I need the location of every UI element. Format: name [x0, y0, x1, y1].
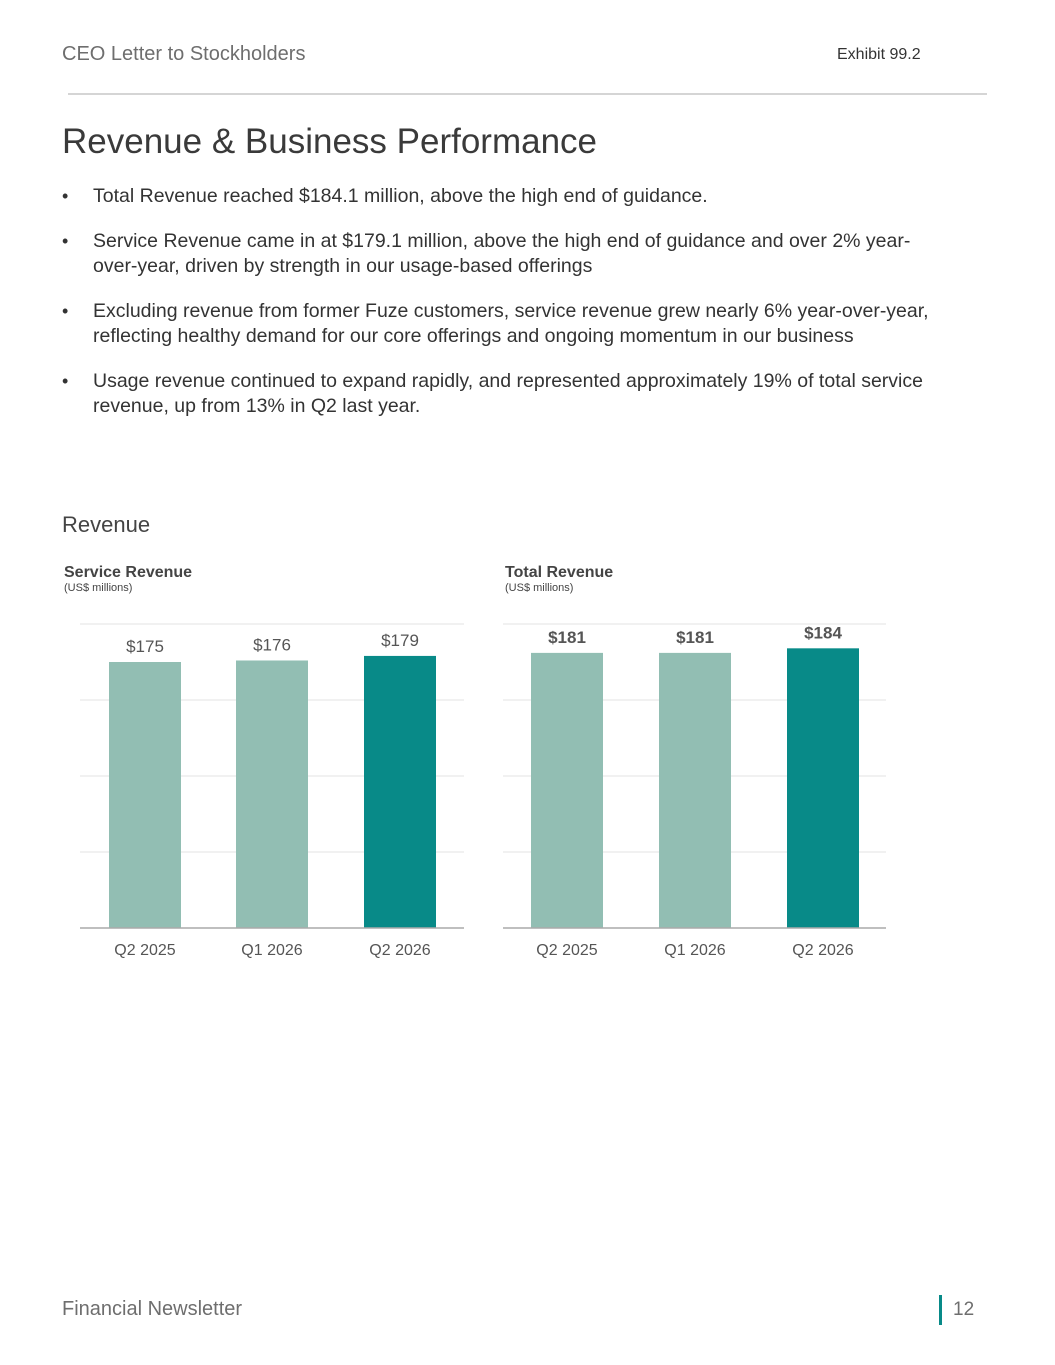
- x-tick-label: Q2 2026: [792, 942, 854, 959]
- x-tick-label: Q2 2025: [114, 942, 176, 959]
- chart-subtitle: (US$ millions): [64, 582, 133, 594]
- chart-title: Service Revenue: [64, 564, 193, 581]
- bullet-item: • Excluding revenue from former Fuze customers, service revenue grew nearly 6% year-over-year, reflecting healthy demand for our core offerings and ongoing momentum in our business: [62, 299, 942, 349]
- bar: [531, 653, 603, 928]
- data-label: $175: [126, 637, 164, 656]
- footer-title: Financial Newsletter: [62, 1298, 243, 1320]
- bar: [109, 662, 181, 928]
- bar: [364, 656, 436, 928]
- data-label: $184: [804, 623, 842, 643]
- page-title: Revenue & Business Performance: [62, 122, 597, 161]
- header-divider: [68, 93, 987, 95]
- data-label: $179: [381, 630, 419, 650]
- page-number: 12: [953, 1299, 975, 1320]
- x-tick-label: Q1 2026: [664, 942, 726, 959]
- bullet-list: [62, 184, 942, 439]
- footer-accent-bar: [939, 1295, 942, 1325]
- chart-subtitle: (US$ millions): [505, 582, 574, 594]
- bar: [787, 648, 859, 928]
- bullet-item: • Usage revenue continued to expand rapidly, and represented approximately 19% of total service revenue, up from 13% in Q2 last year.: [62, 369, 942, 419]
- bullet-item: • Service Revenue came in at $179.1 million, above the high end of guidance and over 2% year-over-year, driven by strength in our usage-based offerings: [62, 229, 942, 279]
- chart-canvas: [62, 562, 482, 972]
- service-revenue-chart: [62, 562, 482, 972]
- x-tick-label: Q2 2025: [536, 942, 598, 959]
- bar: [659, 653, 731, 928]
- header-title: CEO Letter to Stockholders: [62, 43, 306, 65]
- data-label: $181: [676, 627, 714, 647]
- x-tick-label: Q2 2026: [369, 942, 431, 959]
- data-label: $181: [548, 627, 586, 647]
- total-revenue-chart: [503, 562, 923, 972]
- bullet-item: • Total Revenue reached $184.1 million, above the high end of guidance.: [62, 184, 942, 209]
- bar: [236, 660, 308, 928]
- exhibit-label: Exhibit 99.2: [837, 46, 921, 63]
- x-tick-label: Q1 2026: [241, 942, 303, 959]
- data-label: $176: [253, 635, 291, 655]
- chart-title: Total Revenue: [505, 564, 614, 581]
- section-title: Revenue: [62, 512, 151, 537]
- chart-canvas: [503, 562, 923, 972]
